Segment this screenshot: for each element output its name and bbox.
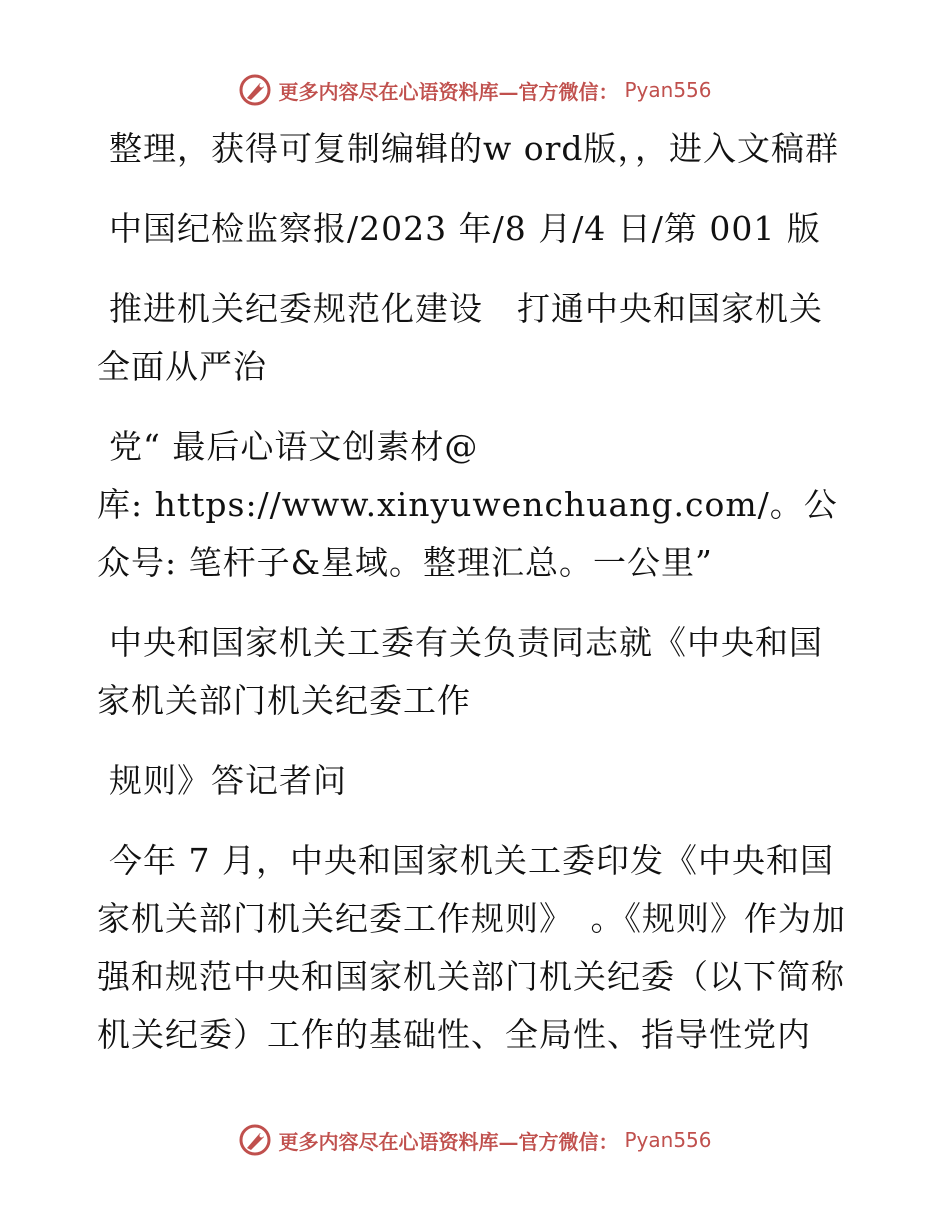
watermark-text: 更多内容尽在心语资料库—官方微信： — [278, 1129, 619, 1154]
watermark-contact: Pyan556 — [624, 1128, 712, 1152]
paragraph-promo: 库: https://www.xinyuwenchuang.com/。公众号: 笔杆子&星域。整理汇总。一公里” — [97, 485, 838, 582]
paragraph-intro: 整理，获得可复制编辑的w ord版，，进入文稿群 — [109, 129, 840, 168]
paragraph-source: 中国纪检监察报/2023 年/8 月/4 日/第 001 版 — [109, 209, 821, 248]
paragraph-body: 今年 7 月，中央和国家机关工委印发《中央和国家机关部门机关纪委工作规则》 。《规则》作为加强和规范中央和国家机关部门机关纪委（以下简称机关纪委）工作的基础性、全局性、指导性党内 — [97, 841, 846, 1054]
document-body — [97, 120, 852, 1086]
watermark-text: 更多内容尽在心语资料库—官方微信： — [278, 79, 619, 104]
header-watermark — [0, 70, 950, 110]
pen-nib-logo-icon — [238, 1123, 272, 1157]
paragraph-subtitle: 中央和国家机关工委有关负责同志就《中央和国家机关部门机关纪委工作 — [97, 623, 823, 720]
pen-nib-logo-icon — [238, 73, 272, 107]
paragraph-subtitle-cont: 规则》答记者问 — [109, 761, 347, 800]
paragraph-headline-cont: 党“ 最后心语文创素材@ — [109, 427, 479, 466]
watermark-contact: Pyan556 — [624, 78, 712, 102]
paragraph-headline: 推进机关纪委规范化建设 打通中央和国家机关全面从严治 — [97, 289, 823, 386]
footer-watermark — [0, 1120, 950, 1160]
